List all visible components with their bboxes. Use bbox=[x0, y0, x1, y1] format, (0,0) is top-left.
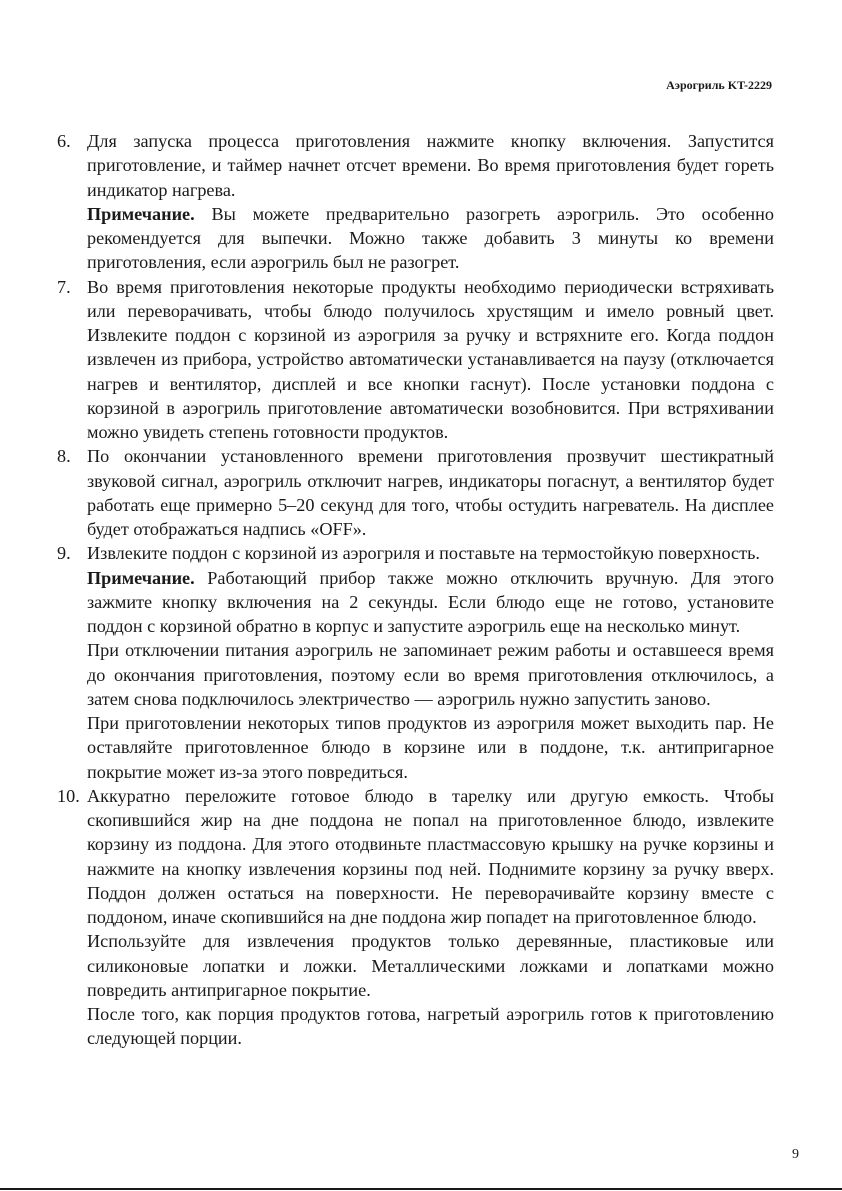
item-text: Извлеките поддон с корзиной из аэрогриля и поставьте на термостойкую поверхность. bbox=[87, 543, 760, 564]
running-header: Аэрогриль KT-2229 bbox=[666, 78, 772, 92]
item-text: Во время приготовления некоторые продукты необходимо периодически встряхивать или переворачивать, чтобы блюдо получилось хрустящим и имело ровный цвет. Извлеките поддон с корзиной из аэрогриля за ручку и встряхните его. Когда поддон извлечен из прибора, устройство автоматически устанавливается на паузу (отключается нагрев и вентилятор, дисплей и все кнопки гаснут). После установки поддона с корзиной в аэрогриль приготовление автоматически возобновится. При встряхивании можно увидеть степень готовности продуктов. bbox=[87, 276, 774, 442]
extra-paragraph: Используйте для извлечения продуктов только деревянные, пластиковые или силиконовые лопатки и ложки. Металлическими ложками и лопатками можно повредить антипригарное покрытие. bbox=[87, 931, 774, 1000]
item-number: 9. bbox=[57, 543, 71, 564]
item-number: 8. bbox=[57, 446, 71, 467]
instruction-list bbox=[57, 129, 774, 1051]
item-text: По окончании установленного времени приготовления прозвучит шестикратный звуковой сигнал, аэрогриль отключит нагрев, индикаторы погаснут, а вентилятор будет работать еще примерно 5–20 секунд для того, чтобы остудить нагреватель. На дисплее будет отображаться надпись «OFF». bbox=[87, 446, 774, 539]
item-text: Аккуратно переложите готовое блюдо в тарелку или другую емкость. Чтобы скопившийся жир на дне поддона не попал на приготовленное блюдо, извлеките корзину из поддона. Для этого отодвиньте пластмассовую крышку на ручке корзины и нажмите на кнопку извлечения корзины под ней. Поднимите корзину за ручку вверх. Поддон должен остаться на поверхности. Не переворачивайте корзину вместе с поддоном, иначе скопившийся на дне поддона жир попадет на приготовленное блюдо. bbox=[87, 785, 774, 927]
item-number: 7. bbox=[57, 276, 71, 297]
list-item-9 bbox=[57, 541, 774, 784]
list-item-7 bbox=[57, 275, 774, 445]
list-item-10 bbox=[57, 784, 774, 1051]
item-number: 10. bbox=[57, 785, 80, 806]
note-text: Вы можете предварительно разогреть аэрогриль. Это особенно рекомендуется для выпечки. Можно также добавить 3 минуты ко времени приготовления, если аэрогриль был не разогрет. bbox=[87, 203, 774, 273]
note-label: Примечание. bbox=[87, 203, 195, 224]
item-number: 6. bbox=[57, 131, 71, 151]
extra-paragraph: После того, как порция продуктов готова, нагретый аэрогриль готов к приготовлению следующей порции. bbox=[87, 1004, 774, 1049]
page-number: 9 bbox=[792, 1147, 799, 1162]
note-paragraph bbox=[87, 566, 774, 639]
note-text: Работающий прибор также можно отключить вручную. Для этого зажмите кнопку включения на 2 секунды. Если блюдо еще не готово, установите поддон с корзиной обратно в корпус и запустите аэрогриль еще на несколько минут. bbox=[87, 567, 774, 636]
extra-paragraph: При приготовлении некоторых типов продуктов из аэрогриля может выходить пар. Не оставляйте приготовленное блюдо в корзине или в поддоне, т.к. антипригарное покрытие может из-за этого повредиться. bbox=[87, 713, 774, 782]
item-text: Для запуска процесса приготовления нажмите кнопку включения. Запустится приготовление, и таймер начнет отсчет времени. Во время приготовления будет гореть индикатор нагрева. bbox=[87, 131, 774, 200]
list-item-8 bbox=[57, 444, 774, 541]
bottom-divider bbox=[0, 1188, 842, 1190]
note-label: Примечание. bbox=[87, 567, 195, 588]
list-item-6 bbox=[57, 129, 774, 275]
note-paragraph bbox=[87, 202, 774, 275]
extra-paragraph: При отключении питания аэрогриль не запоминает режим работы и оставшееся время до окончания приготовления, поэтому если во время приготовления отключилось, а затем снова подключилось электричество — аэрогриль нужно запустить заново. bbox=[87, 640, 774, 709]
